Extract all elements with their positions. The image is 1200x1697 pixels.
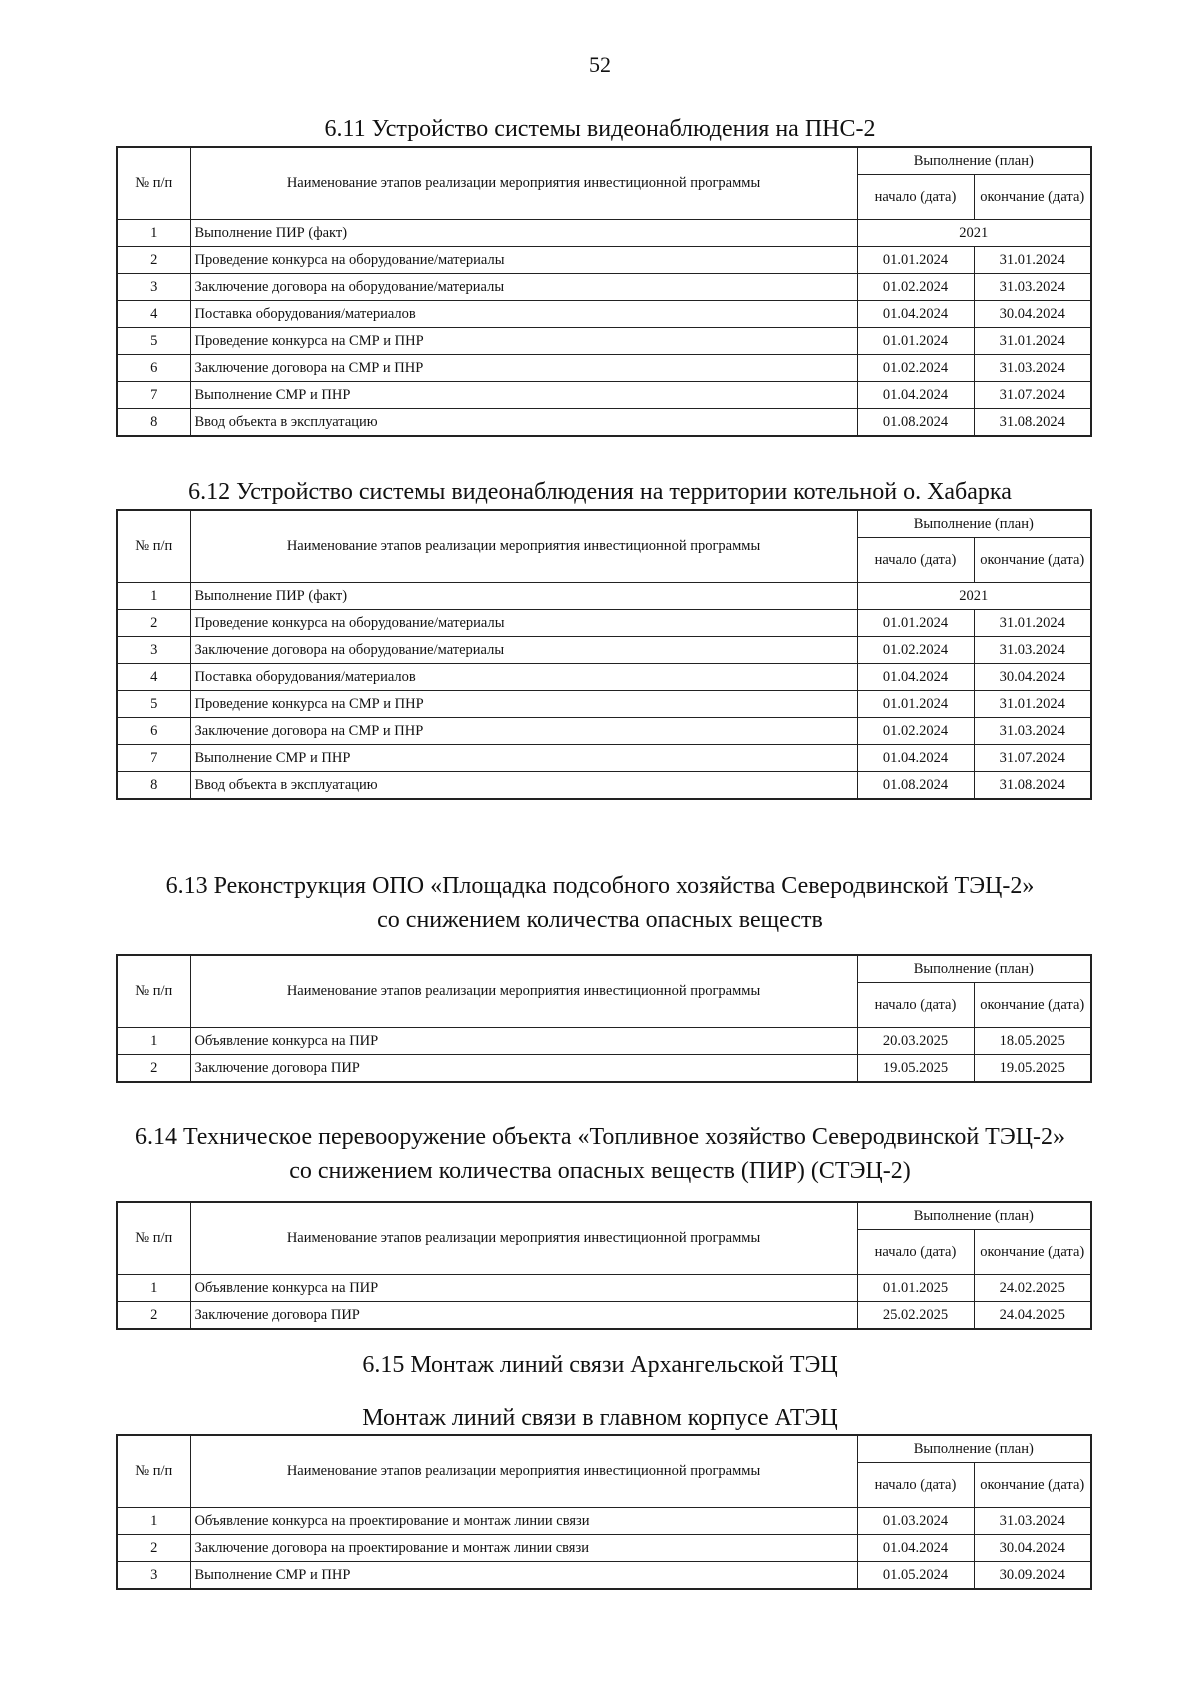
- row-num: 5: [117, 328, 190, 355]
- table-row: [117, 1562, 1091, 1590]
- row-num: 5: [117, 691, 190, 718]
- header-name: Наименование этапов реализации мероприятия инвестиционной программы: [190, 1202, 857, 1275]
- row-year: 2021: [857, 583, 1091, 610]
- row-start: 01.05.2024: [857, 1562, 974, 1590]
- table-row: [117, 382, 1091, 409]
- table-row: [117, 691, 1091, 718]
- section-title-6-11: [110, 112, 1090, 146]
- table-row: [117, 1508, 1091, 1535]
- row-name: Проведение конкурса на оборудование/материалы: [190, 610, 857, 637]
- row-name: Объявление конкурса на ПИР: [190, 1028, 857, 1055]
- row-name: Заключение договора ПИР: [190, 1055, 857, 1083]
- header-exec: Выполнение (план): [857, 1202, 1091, 1230]
- section-title-6-12: [110, 475, 1090, 509]
- row-num: 8: [117, 772, 190, 800]
- row-num: 4: [117, 301, 190, 328]
- row-name: Проведение конкурса на СМР и ПНР: [190, 691, 857, 718]
- row-start: 01.02.2024: [857, 637, 974, 664]
- row-start: 01.08.2024: [857, 772, 974, 800]
- row-end: 31.03.2024: [974, 637, 1091, 664]
- table-row: [117, 1275, 1091, 1302]
- header-start: начало (дата): [857, 983, 974, 1028]
- row-end: 30.04.2024: [974, 301, 1091, 328]
- row-end: 30.04.2024: [974, 664, 1091, 691]
- section-title-line: 6.12 Устройство системы видеонаблюдения на территории котельной о. Хабарка: [188, 479, 1012, 505]
- row-start: 01.01.2025: [857, 1275, 974, 1302]
- row-start: 01.02.2024: [857, 718, 974, 745]
- row-start: 01.08.2024: [857, 409, 974, 437]
- row-num: 2: [117, 610, 190, 637]
- table-row: [117, 637, 1091, 664]
- row-num: 2: [117, 1055, 190, 1083]
- row-name: Заключение договора на проектирование и монтаж линии связи: [190, 1535, 857, 1562]
- row-end: 19.05.2025: [974, 1055, 1091, 1083]
- row-num: 2: [117, 247, 190, 274]
- row-end: 31.01.2024: [974, 247, 1091, 274]
- table-row: [117, 772, 1091, 800]
- row-start: 01.02.2024: [857, 274, 974, 301]
- header-end: окончание (дата): [974, 175, 1091, 220]
- header-num: № п/п: [117, 510, 190, 583]
- table-row: [117, 610, 1091, 637]
- header-end: окончание (дата): [974, 983, 1091, 1028]
- row-num: 8: [117, 409, 190, 437]
- table-row: [117, 718, 1091, 745]
- row-end: 31.07.2024: [974, 382, 1091, 409]
- header-exec: Выполнение (план): [857, 955, 1091, 983]
- row-num: 1: [117, 1508, 190, 1535]
- header-num: № п/п: [117, 1435, 190, 1508]
- table-row: [117, 247, 1091, 274]
- row-name: Проведение конкурса на оборудование/материалы: [190, 247, 857, 274]
- section-title-line: 6.15 Монтаж линий связи Архангельской ТЭЦ: [362, 1352, 838, 1378]
- row-num: 1: [117, 1275, 190, 1302]
- row-name: Поставка оборудования/материалов: [190, 301, 857, 328]
- row-start: 01.04.2024: [857, 382, 974, 409]
- row-start: 01.01.2024: [857, 691, 974, 718]
- header-num: № п/п: [117, 955, 190, 1028]
- table-row: [117, 1055, 1091, 1083]
- row-end: 31.03.2024: [974, 274, 1091, 301]
- row-end: 31.01.2024: [974, 610, 1091, 637]
- row-end: 31.08.2024: [974, 772, 1091, 800]
- row-num: 3: [117, 1562, 190, 1590]
- row-end: 31.07.2024: [974, 745, 1091, 772]
- row-start: 01.02.2024: [857, 355, 974, 382]
- header-start: начало (дата): [857, 175, 974, 220]
- table-row: [117, 583, 1091, 610]
- section-title-line: 6.11 Устройство системы видеонаблюдения на ПНС-2: [324, 116, 876, 142]
- row-name: Объявление конкурса на проектирование и монтаж линии связи: [190, 1508, 857, 1535]
- section-subtitle-6-15: [110, 1401, 1090, 1435]
- row-name: Заключение договора на СМР и ПНР: [190, 355, 857, 382]
- row-name: Выполнение СМР и ПНР: [190, 745, 857, 772]
- row-name: Выполнение ПИР (факт): [190, 220, 857, 247]
- row-start: 01.04.2024: [857, 664, 974, 691]
- row-start: 01.03.2024: [857, 1508, 974, 1535]
- section-title-6-15: [110, 1348, 1090, 1382]
- table-row: [117, 664, 1091, 691]
- row-end: 24.02.2025: [974, 1275, 1091, 1302]
- row-name: Заключение договора ПИР: [190, 1302, 857, 1330]
- table-row: [117, 328, 1091, 355]
- table-6-14: [116, 1201, 1092, 1330]
- row-end: 31.03.2024: [974, 355, 1091, 382]
- row-num: 1: [117, 583, 190, 610]
- row-name: Выполнение ПИР (факт): [190, 583, 857, 610]
- row-name: Выполнение СМР и ПНР: [190, 1562, 857, 1590]
- header-name: Наименование этапов реализации мероприятия инвестиционной программы: [190, 955, 857, 1028]
- header-num: № п/п: [117, 147, 190, 220]
- row-end: 30.04.2024: [974, 1535, 1091, 1562]
- header-exec: Выполнение (план): [857, 1435, 1091, 1463]
- row-name: Заключение договора на СМР и ПНР: [190, 718, 857, 745]
- header-exec: Выполнение (план): [857, 510, 1091, 538]
- row-start: 20.03.2025: [857, 1028, 974, 1055]
- row-num: 1: [117, 1028, 190, 1055]
- row-num: 3: [117, 274, 190, 301]
- header-start: начало (дата): [857, 1230, 974, 1275]
- row-end: 31.03.2024: [974, 1508, 1091, 1535]
- section-title-6-14: [110, 1120, 1090, 1188]
- header-start: начало (дата): [857, 538, 974, 583]
- row-num: 7: [117, 382, 190, 409]
- row-name: Объявление конкурса на ПИР: [190, 1275, 857, 1302]
- row-end: 31.01.2024: [974, 691, 1091, 718]
- header-exec: Выполнение (план): [857, 147, 1091, 175]
- section-title-line: со снижением количества опасных веществ: [377, 907, 823, 933]
- row-end: 31.08.2024: [974, 409, 1091, 437]
- row-num: 2: [117, 1302, 190, 1330]
- row-start: 01.04.2024: [857, 301, 974, 328]
- header-start: начало (дата): [857, 1463, 974, 1508]
- section-title-6-13: [110, 869, 1090, 937]
- table-6-11: [116, 146, 1092, 437]
- table-6-13: [116, 954, 1092, 1083]
- row-start: 01.01.2024: [857, 610, 974, 637]
- header-num: № п/п: [117, 1202, 190, 1275]
- section-title-line: со снижением количества опасных веществ (ПИР) (СТЭЦ-2): [289, 1158, 911, 1184]
- row-start: 01.01.2024: [857, 328, 974, 355]
- section-title-line: 6.13 Реконструкция ОПО «Площадка подсобного хозяйства Северодвинской ТЭЦ-2»: [165, 873, 1035, 899]
- row-num: 7: [117, 745, 190, 772]
- table-row: [117, 274, 1091, 301]
- row-name: Выполнение СМР и ПНР: [190, 382, 857, 409]
- table-row: [117, 220, 1091, 247]
- row-name: Ввод объекта в эксплуатацию: [190, 772, 857, 800]
- page-number: 52: [589, 52, 611, 77]
- header-name: Наименование этапов реализации мероприятия инвестиционной программы: [190, 147, 857, 220]
- row-end: 31.03.2024: [974, 718, 1091, 745]
- row-start: 01.04.2024: [857, 1535, 974, 1562]
- table-row: [117, 301, 1091, 328]
- row-num: 6: [117, 355, 190, 382]
- table-row: [117, 1302, 1091, 1330]
- header-name: Наименование этапов реализации мероприятия инвестиционной программы: [190, 1435, 857, 1508]
- row-start: 01.01.2024: [857, 247, 974, 274]
- table-row: [117, 409, 1091, 437]
- row-end: 30.09.2024: [974, 1562, 1091, 1590]
- row-name: Поставка оборудования/материалов: [190, 664, 857, 691]
- row-end: 18.05.2025: [974, 1028, 1091, 1055]
- table-6-12: [116, 509, 1092, 800]
- row-name: Проведение конкурса на СМР и ПНР: [190, 328, 857, 355]
- table-row: [117, 1028, 1091, 1055]
- row-name: Ввод объекта в эксплуатацию: [190, 409, 857, 437]
- section-title-line: Монтаж линий связи в главном корпусе АТЭЦ: [362, 1405, 838, 1431]
- header-end: окончание (дата): [974, 1463, 1091, 1508]
- table-row: [117, 745, 1091, 772]
- table-6-15: [116, 1434, 1092, 1590]
- row-start: 25.02.2025: [857, 1302, 974, 1330]
- row-end: 24.04.2025: [974, 1302, 1091, 1330]
- row-num: 1: [117, 220, 190, 247]
- table-row: [117, 355, 1091, 382]
- row-num: 2: [117, 1535, 190, 1562]
- row-start: 01.04.2024: [857, 745, 974, 772]
- table-row: [117, 1535, 1091, 1562]
- row-year: 2021: [857, 220, 1091, 247]
- row-num: 3: [117, 637, 190, 664]
- row-num: 6: [117, 718, 190, 745]
- header-end: окончание (дата): [974, 1230, 1091, 1275]
- row-name: Заключение договора на оборудование/материалы: [190, 637, 857, 664]
- section-title-line: 6.14 Техническое перевооружение объекта «Топливное хозяйство Северодвинской ТЭЦ-2»: [134, 1124, 1066, 1150]
- row-name: Заключение договора на оборудование/материалы: [190, 274, 857, 301]
- row-end: 31.01.2024: [974, 328, 1091, 355]
- header-name: Наименование этапов реализации мероприятия инвестиционной программы: [190, 510, 857, 583]
- row-num: 4: [117, 664, 190, 691]
- row-start: 19.05.2025: [857, 1055, 974, 1083]
- header-end: окончание (дата): [974, 538, 1091, 583]
